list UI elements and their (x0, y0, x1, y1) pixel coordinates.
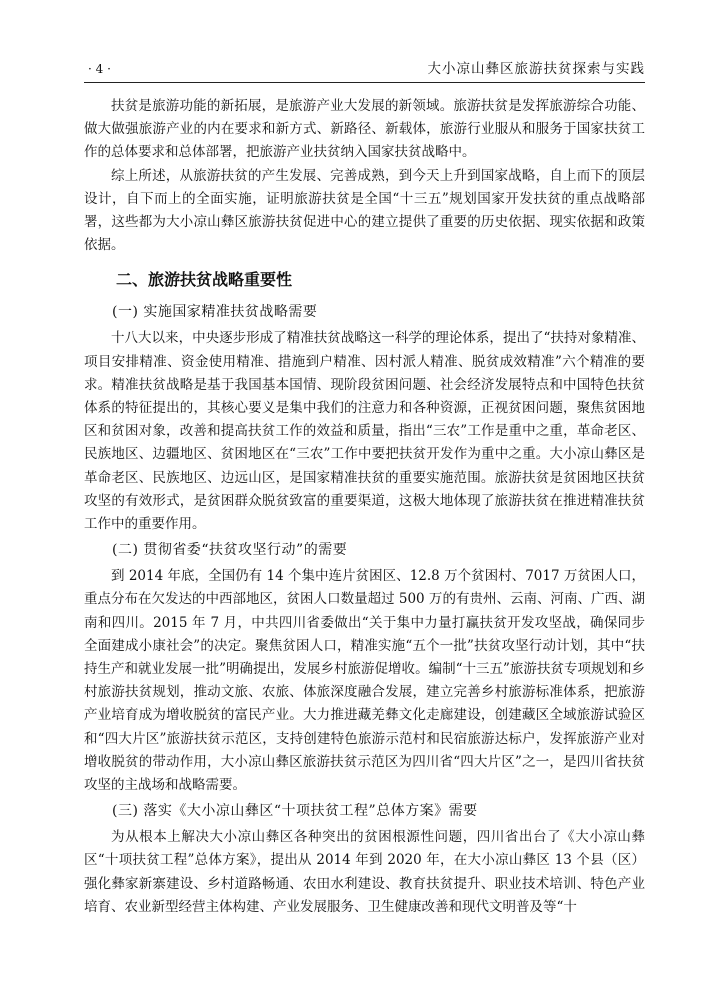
page-body (84, 95, 645, 919)
paragraph: 到 2014 年底，全国仍有 14 个集中连片贫困区、12.8 万个贫困村、7017 万贫困人口，重点分布在欠发达的中西部地区，贫困人口数量超过 500 万的有贵州、云南、河南、广西、湖南和四川。2015 年 7 月，中共四川省委做出“关于集中力量打赢扶贫开发攻坚战，确保同步全面建成小康社会”的决定。聚焦贫困人口，精准实施“五个一批”扶贫攻坚行动计划，其中“扶持生产和就业发展一批”明确提出，发展乡村旅游促增收。编制“十三五”旅游扶贫专项规划和乡村旅游扶贫规划，推动文旅、农旅、体旅深度融合发展，建立完善乡村旅游标准体系，把旅游产业培育成为增收脱贫的富民产业。大力推进藏羌彝文化走廊建设，创建藏区全域旅游试验区和“四大片区”旅游扶贫示范区，支持创建特色旅游示范村和民宿旅游达标户，发挥旅游产业对增收脱贫的带动作用，大小凉山彝区旅游扶贫示范区为四川省“四大片区”之一，是四川省扶贫攻坚的主战场和战略需要。 (84, 568, 645, 794)
subsection-heading: (二) 贯彻省委“扶贫攻坚行动”的需要 (112, 542, 348, 559)
section-heading: 二、旅游扶贫战略重要性 (116, 270, 293, 290)
paragraph: 扶贫是旅游功能的新拓展，是旅游产业大发展的新领域。旅游扶贫是发挥旅游综合功能、做大做强旅游产业的内在要求和新方式、新路径、新载体，旅游行业服从和服务于国家扶贫工作的总体要求和总体部署，把旅游产业扶贫纳入国家扶贫战略中。 (84, 98, 645, 161)
paragraph: 十八大以来，中央逐步形成了精准扶贫战略这一科学的理论体系，提出了“扶持对象精准、项目安排精准、资金使用精准、措施到户精准、因村派人精准、脱贫成效精准”六个精准的要求。精准扶贫战略是基于我国基本国情、现阶段贫困问题、社会经济发展特点和中国特色扶贫体系的特征提出的，其核心要义是集中我们的注意力和各种资源，正视贫困问题，聚焦贫困地区和贫困对象，改善和提高扶贫工作的效益和质量，指出“三农”工作是重中之重，革命老区、民族地区、边疆地区、贫困地区在“三农”工作中要把扶贫开发作为重中之重。大小凉山彝区是革命老区、民族地区、边远山区，是国家精准扶贫的重要实施范围。旅游扶贫是贫困地区扶贫攻坚的有效形式，是贫困群众脱贫致富的重要渠道，这极大地体现了旅游扶贫在推进精准扶贫工作中的重要作用。 (84, 330, 645, 533)
page-number: · 4 · (88, 62, 111, 76)
subsection-heading: (三) 落实《大小凉山彝区“十项扶贫工程”总体方案》需要 (112, 803, 478, 820)
paragraph: 综上所述，从旅游扶贫的产生发展、完善成熟，到今天上升到国家战略，自上而下的顶层设计，自下而上的全面实施，证明旅游扶贫是全国“十三五”规划国家开发扶贫的重点战略部署，这些都为大小凉山彝区旅游扶贫促进中心的建立提供了重要的历史依据、现实依据和政策依据。 (84, 167, 645, 254)
running-title: 大小凉山彝区旅游扶贫探索与实践 (427, 61, 645, 77)
page-header (84, 60, 645, 80)
subsection-heading: (一) 实施国家精准扶贫战略需要 (112, 304, 318, 321)
paragraph: 为从根本上解决大小凉山彝区各种突出的贫困根源性问题，四川省出台了《大小凉山彝区“十项扶贫工程”总体方案》，提出从 2014 年到 2020 年，在大小凉山彝区 13 个县（区）强化彝家新寨建设、乡村道路畅通、农田水利建设、教育扶贫提升、职业技术培训、特色产业培育、农业新型经营主体构建、产业发展服务、卫生健康改善和现代文明普及等“十 (84, 829, 645, 915)
header-rule (84, 82, 645, 83)
